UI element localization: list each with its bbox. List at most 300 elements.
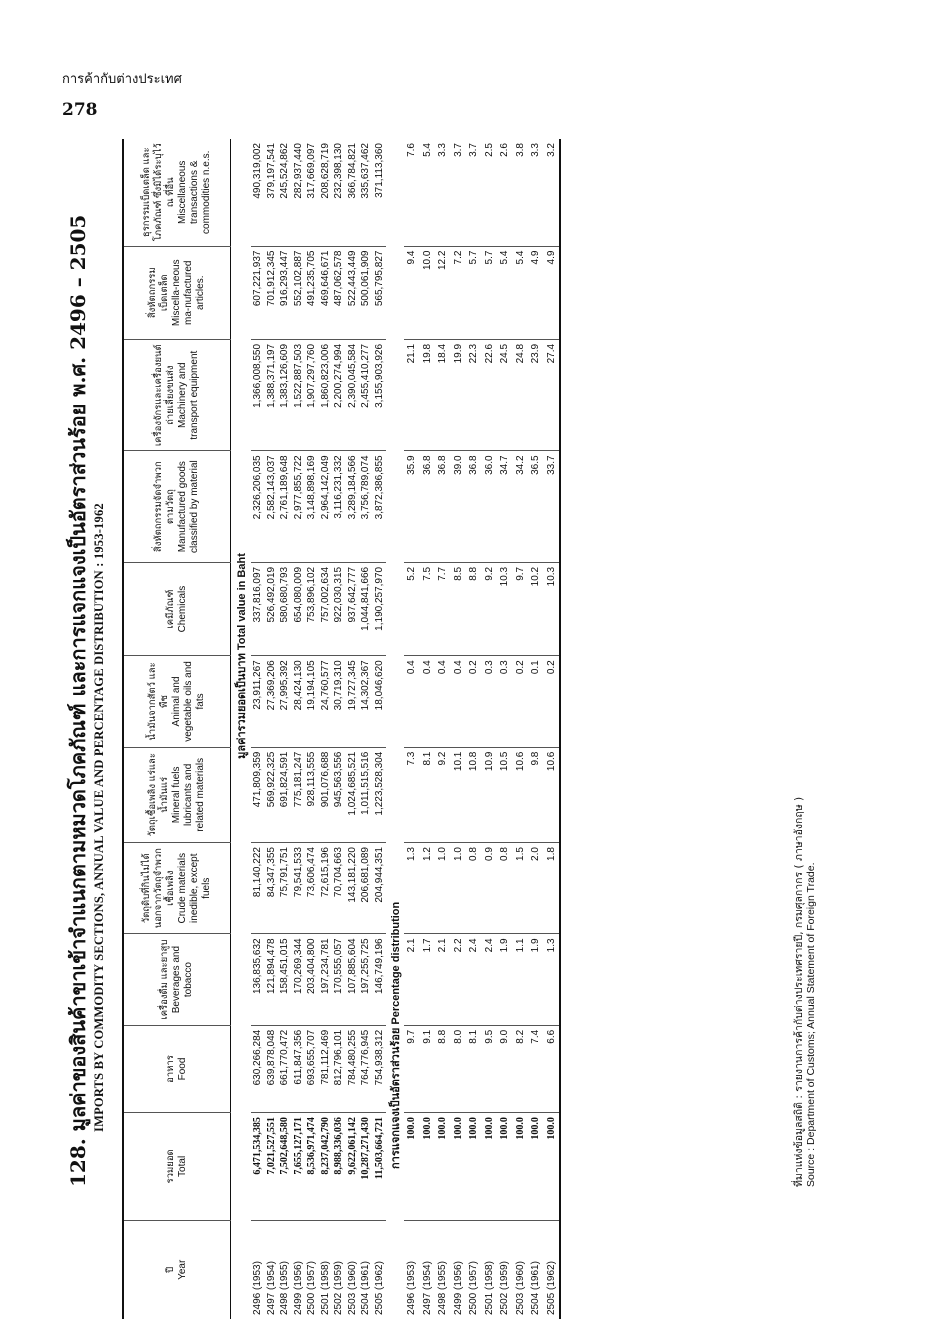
table-cell: 471,809,359 (251, 747, 265, 842)
table-cell: 39.0 (451, 451, 467, 562)
year-cell: 2505 (1962) (373, 1261, 385, 1315)
table-cell: 7.5 (420, 562, 436, 655)
table-cell: 781,112,469 (319, 1025, 333, 1112)
table-cell: 0.4 (451, 656, 467, 747)
table-cell: 630,266,284 (251, 1025, 265, 1112)
table-cell: 937,642,777 (346, 562, 360, 655)
column-header-thai: อาหาร (165, 1055, 176, 1083)
year-cell: 2499 (1956) (292, 1261, 304, 1315)
table-cell: 36.8 (435, 451, 451, 562)
table-cell: 552,102,887 (292, 246, 306, 339)
table-cell: 100.0 (528, 1113, 544, 1220)
table-cell: 23,911,267 (251, 656, 265, 747)
table-cell: 7,655,127,171 (292, 1113, 306, 1220)
imports-table (122, 139, 561, 1319)
table-cell: 100.0 (404, 1113, 420, 1220)
table-cell: 143,181,220 (346, 843, 360, 934)
column-header-thai: สิ่งหัตถกรรมเบ็ดเตล็ด (147, 267, 170, 319)
year-cell: 2496 (1953) (252, 1261, 264, 1315)
year-cell: 2505 (1962) (544, 1220, 561, 1319)
table-cell: 1,522,887,503 (292, 339, 306, 450)
table-cell: 2.6 (497, 139, 513, 246)
table-cell: 3.8 (513, 139, 529, 246)
table-cell: 8.8 (466, 562, 482, 655)
table-cell: 922,030,315 (332, 562, 346, 655)
table-row (482, 139, 498, 1319)
table-cell: 1,011,515,516 (359, 747, 373, 842)
table-cell: 19.8 (420, 339, 436, 450)
year-cell: 2497 (1954) (265, 1261, 277, 1315)
column-header-thai: วัตถุดิบที่กินไม่ได้ นอกจากวัตถุจำพวกเชื้อเพลิง (141, 848, 176, 929)
table-cell: 0.4 (404, 656, 420, 747)
column-header-thai: สิ่งหัตถกรรมจัดจำพวกตามวัตถุ (153, 461, 176, 553)
table-cell: 282,937,440 (292, 139, 306, 246)
table-cell: 35.9 (404, 451, 420, 562)
table-cell: 0.2 (466, 656, 482, 747)
table-cell: 36.5 (528, 451, 544, 562)
column-header (123, 562, 231, 655)
column-header (123, 246, 231, 339)
table-cell: 753,896,102 (305, 562, 319, 655)
table-cell: 2,455,410,277 (359, 339, 373, 450)
table-cell: 9.2 (482, 562, 498, 655)
table-cell: 2.1 (435, 934, 451, 1025)
table-cell: 2,390,045,584 (346, 339, 360, 450)
table-cell: 2,964,142,049 (319, 451, 333, 562)
table-cell: 10.0 (420, 246, 436, 339)
table-cell: 34.2 (513, 451, 529, 562)
table-cell: 7.2 (451, 246, 467, 339)
table-cell: 27,369,206 (265, 656, 279, 747)
table-cell: 8,536,971,474 (305, 1113, 319, 1220)
table-title-thai: 128. มูลค่าของสินค้าขาเข้าจำแนกตามหมวดโภคภัณฑ์ และการแจกแจงเป็นอัตราส่วนร้อย พ.ศ. 2496 – 2505 (66, 214, 90, 1187)
table-row (466, 139, 482, 1319)
column-header-thai: วัตถุเชื้อเพลิง แร่และน้ำมันแร่ (147, 753, 170, 837)
table-cell: 146,749,196 (373, 934, 387, 1025)
value-section (231, 139, 387, 1319)
year-cell: 2503 (1960) (346, 1261, 358, 1315)
table-cell: 0.4 (420, 656, 436, 747)
table-cell: 0.8 (497, 843, 513, 934)
table-cell: 335,637,462 (359, 139, 373, 246)
table-cell: 18.4 (435, 339, 451, 450)
table-cell: 100.0 (513, 1113, 529, 1220)
table-cell: 5.7 (466, 246, 482, 339)
table-title-english: IMPORTS BY COMMODITY SECTIONS, ANNUAL VALUE AND PERCENTAGE DISTRIBUTION : 1953-1962 (92, 503, 106, 1132)
table-cell: 2,326,206,035 (251, 451, 265, 562)
table-cell: 36.0 (482, 451, 498, 562)
column-header (123, 747, 231, 842)
table-cell: 3,155,903,926 (373, 339, 387, 450)
table-cell: 100.0 (435, 1113, 451, 1220)
table-cell: 0.2 (544, 656, 561, 747)
table-cell: 4.9 (544, 246, 561, 339)
table-cell: 136,835,632 (251, 934, 265, 1025)
column-header-english: Total (177, 1155, 188, 1177)
column-header-english: Beverages and tobacco (171, 945, 194, 1014)
column-header-thai: เครื่องดื่ม และยาสูบ (159, 939, 170, 1020)
table-row (373, 139, 387, 1319)
table-cell: 1.0 (451, 843, 467, 934)
table-cell: 9.8 (528, 747, 544, 842)
table-cell: 757,002,634 (319, 562, 333, 655)
table-cell: 2,582,143,037 (265, 451, 279, 562)
table-cell: 1,383,126,609 (278, 339, 292, 450)
table-cell: 2.2 (451, 934, 467, 1025)
table-cell: 5.4 (513, 246, 529, 339)
table-cell: 72,615,196 (319, 843, 333, 934)
table-cell: 1,223,528,304 (373, 747, 387, 842)
table-cell: 764,776,945 (359, 1025, 373, 1112)
year-cell: 2498 (1955) (279, 1261, 291, 1315)
table-row (319, 139, 333, 1319)
table-cell: 9.7 (513, 562, 529, 655)
table-row (251, 139, 265, 1319)
column-header-thai: น้ำมันจากสัตว์ และพืช (147, 662, 170, 741)
table-cell: 3.2 (544, 139, 561, 246)
table-cell: 1.7 (420, 934, 436, 1025)
column-header (123, 934, 231, 1025)
column-header (123, 1025, 231, 1112)
column-header-english: Food (177, 1057, 188, 1081)
table-cell: 7.3 (404, 747, 420, 842)
table-cell: 2,761,189,648 (278, 451, 292, 562)
column-header (123, 451, 231, 562)
table-cell: 526,492,019 (265, 562, 279, 655)
table-cell: 8.0 (451, 1025, 467, 1112)
table-cell: 22.6 (482, 339, 498, 450)
table-cell: 812,796,101 (332, 1025, 346, 1112)
table-cell: 1,044,841,666 (359, 562, 373, 655)
table-cell: 7,502,648,580 (278, 1113, 292, 1220)
table-row (528, 139, 544, 1319)
table-cell: 11,503,664,721 (373, 1113, 387, 1220)
table-cell: 1.0 (435, 843, 451, 934)
table-cell: 2,977,855,722 (292, 451, 306, 562)
table-cell: 784,480,255 (346, 1025, 360, 1112)
table-cell: 691,824,591 (278, 747, 292, 842)
table-cell: 100.0 (497, 1113, 513, 1220)
table-cell: 1.2 (420, 843, 436, 934)
table-row (404, 139, 420, 1319)
table-cell: 84,347,355 (265, 843, 279, 934)
table-row (292, 139, 306, 1319)
year-cell: 2504 (1961) (530, 1261, 542, 1315)
table-cell: 10.6 (544, 747, 561, 842)
table-cell: 661,770,472 (278, 1025, 292, 1112)
column-header (123, 843, 231, 934)
table-cell: 3,872,386,855 (373, 451, 387, 562)
table-cell: 208,628,719 (319, 139, 333, 246)
table-cell: 10.1 (451, 747, 467, 842)
table-cell: 22.3 (466, 339, 482, 450)
table-cell: 580,680,793 (278, 562, 292, 655)
table-cell: 10.8 (466, 747, 482, 842)
table-cell: 3,289,184,566 (346, 451, 360, 562)
table-cell: 100.0 (482, 1113, 498, 1220)
running-header: การค้ากับต่างประเทศ (62, 72, 182, 87)
table-cell: 158,451,015 (278, 934, 292, 1025)
table-row (513, 139, 529, 1319)
year-cell: 2502 (1959) (499, 1261, 511, 1315)
table-cell: 9.5 (482, 1025, 498, 1112)
table-cell: 30,719,310 (332, 656, 346, 747)
table-cell: 81,140,222 (251, 843, 265, 934)
table-cell: 19.9 (451, 339, 467, 450)
table-cell: 2.4 (482, 934, 498, 1025)
table-cell: 70,704,663 (332, 843, 346, 934)
table-cell: 569,922,325 (265, 747, 279, 842)
table-cell: 75,791,751 (278, 843, 292, 934)
table-cell: 9,622,061,142 (346, 1113, 360, 1220)
table-row (420, 139, 436, 1319)
table-cell: 27,995,392 (278, 656, 292, 747)
table-cell: 79,541,533 (292, 843, 306, 934)
table-cell: 1,907,297,760 (305, 339, 319, 450)
table-cell: 607,221,937 (251, 246, 265, 339)
table-cell: 1,024,685,521 (346, 747, 360, 842)
table-cell: 203,404,800 (305, 934, 319, 1025)
year-cell: 2500 (1957) (468, 1261, 480, 1315)
column-header-english: Miscella-neous ma-nufactured articles. (171, 259, 206, 327)
table-cell: 10.9 (482, 747, 498, 842)
table-cell: 2.0 (528, 843, 544, 934)
table-cell: 19,727,345 (346, 656, 360, 747)
section-label-row (231, 139, 252, 1319)
column-header-thai: เครื่องจักรและเครื่องยนต์ ถ่ายเลี่ยงขนส่ง (153, 344, 176, 447)
table-cell: 232,398,130 (332, 139, 346, 246)
table-row (265, 139, 279, 1319)
table-cell: 928,113,555 (305, 747, 319, 842)
table-cell: 1.9 (497, 934, 513, 1025)
table-cell: 36.8 (420, 451, 436, 562)
column-header-thai: ปี (165, 1266, 176, 1273)
table-cell: 8,988,336,036 (332, 1113, 346, 1220)
table-cell: 2.1 (404, 934, 420, 1025)
source-english: Source : Department of Customs; Annual Statement of Foreign Trade. (805, 862, 817, 1187)
table-cell: 27.4 (544, 339, 561, 450)
table-cell: 2,200,274,994 (332, 339, 346, 450)
table-cell: 522,443,449 (346, 246, 360, 339)
table-cell: 9.7 (404, 1025, 420, 1112)
table-cell: 0.9 (482, 843, 498, 934)
table-row (435, 139, 451, 1319)
table-cell: 901,076,688 (319, 747, 333, 842)
table-cell: 0.3 (482, 656, 498, 747)
table-cell: 654,080,009 (292, 562, 306, 655)
table-cell: 701,912,345 (265, 246, 279, 339)
table-cell: 8.8 (435, 1025, 451, 1112)
table-cell: 204,944,351 (373, 843, 387, 934)
table-cell: 10.3 (544, 562, 561, 655)
column-header-thai: รวมยอด (165, 1149, 176, 1184)
table-cell: 317,669,097 (305, 139, 319, 246)
column-header-english: Chemicals (177, 585, 188, 633)
table-cell: 9.0 (497, 1025, 513, 1112)
table-cell: 693,655,707 (305, 1025, 319, 1112)
table-cell: 611,847,356 (292, 1025, 306, 1112)
table-cell: 18,046,620 (373, 656, 387, 747)
table-cell: 34.7 (497, 451, 513, 562)
table-cell: 0.1 (528, 656, 544, 747)
table-cell: 1.3 (404, 843, 420, 934)
table-cell: 28,424,130 (292, 656, 306, 747)
table-cell: 14,302,367 (359, 656, 373, 747)
table-cell: 23.9 (528, 339, 544, 450)
column-header-thai: เคมีภัณฑ์ (165, 589, 176, 629)
table-cell: 0.2 (513, 656, 529, 747)
table-cell: 8.2 (513, 1025, 529, 1112)
table-cell: 9.4 (404, 246, 420, 339)
table-cell: 206,681,089 (359, 843, 373, 934)
header-row (123, 139, 231, 1319)
table-row (451, 139, 467, 1319)
table-cell: 3.7 (451, 139, 467, 246)
table-cell: 379,197,541 (265, 139, 279, 246)
table-cell: 639,878,048 (265, 1025, 279, 1112)
table-cell: 3.3 (435, 139, 451, 246)
table-cell: 0.3 (497, 656, 513, 747)
table-cell: 36.8 (466, 451, 482, 562)
year-cell: 2503 (1960) (514, 1261, 526, 1315)
table-cell: 6.6 (544, 1025, 561, 1112)
column-header (123, 1113, 231, 1220)
table-cell: 366,784,821 (346, 139, 360, 246)
table-cell: 24.5 (497, 339, 513, 450)
year-cell: 2499 (1956) (452, 1261, 464, 1315)
column-header (123, 656, 231, 747)
table-cell: 1,388,371,197 (265, 339, 279, 450)
table-cell: 100.0 (451, 1113, 467, 1220)
table-cell: 3,116,231,332 (332, 451, 346, 562)
table-cell: 10.6 (513, 747, 529, 842)
table-cell: 3.7 (466, 139, 482, 246)
table-cell: 8.1 (420, 747, 436, 842)
table-cell: 170,555,057 (332, 934, 346, 1025)
table-cell: 775,181,247 (292, 747, 306, 842)
year-cell: 2498 (1955) (437, 1261, 449, 1315)
table-cell: 1.9 (528, 934, 544, 1025)
table-cell: 7,021,527,551 (265, 1113, 279, 1220)
table-cell: 5.2 (404, 562, 420, 655)
table-cell: 100.0 (420, 1113, 436, 1220)
table-cell: 1,366,008,550 (251, 339, 265, 450)
table-cell: 491,235,705 (305, 246, 319, 339)
table-cell: 1,190,257,970 (373, 562, 387, 655)
table-cell: 469,646,671 (319, 246, 333, 339)
section-label-value: มูลค่ารวมยอดเป็นบาท Total value in Baht (236, 553, 248, 759)
section-label-row (386, 139, 404, 1319)
table-cell: 945,563,556 (332, 747, 346, 842)
table-cell: 10.2 (528, 562, 544, 655)
table-cell: 100.0 (466, 1113, 482, 1220)
table-cell: 8,237,042,790 (319, 1113, 333, 1220)
table-cell: 24,760,577 (319, 656, 333, 747)
table-cell: 10.5 (497, 747, 513, 842)
table-cell: 5.7 (482, 246, 498, 339)
table-cell: 107,885,604 (346, 934, 360, 1025)
year-cell: 2502 (1959) (333, 1261, 345, 1315)
table-cell: 12.2 (435, 246, 451, 339)
table-cell: 7.4 (528, 1025, 544, 1112)
table-row (359, 139, 373, 1319)
table-row (332, 139, 346, 1319)
table-cell: 3.3 (528, 139, 544, 246)
table-cell: 1.3 (544, 934, 561, 1025)
table-cell: 197,255,725 (359, 934, 373, 1025)
year-cell: 2501 (1958) (319, 1261, 331, 1315)
table-cell: 170,269,344 (292, 934, 306, 1025)
column-header (123, 139, 231, 246)
table-cell: 5.4 (497, 246, 513, 339)
table-cell: 9.1 (420, 1025, 436, 1112)
table-cell: 73,606,474 (305, 843, 319, 934)
table-cell: 7.6 (404, 139, 420, 246)
table-row (544, 139, 561, 1319)
table-cell: 24.8 (513, 339, 529, 450)
table-cell: 2.4 (466, 934, 482, 1025)
column-header-english: Manufactured goods classified by material (177, 460, 200, 554)
table-cell: 7.7 (435, 562, 451, 655)
year-cell: 2504 (1961) (360, 1261, 372, 1315)
table-cell: 500,061,909 (359, 246, 373, 339)
year-cell: 2496 (1953) (406, 1261, 418, 1315)
table-cell: 916,293,447 (278, 246, 292, 339)
table-cell: 4.9 (528, 246, 544, 339)
table-cell: 3,148,898,169 (305, 451, 319, 562)
table-cell: 8.5 (451, 562, 467, 655)
page-number: 278 (62, 100, 98, 120)
column-header (123, 1220, 231, 1319)
table-cell: 754,938,312 (373, 1025, 387, 1112)
table-cell: 337,816,097 (251, 562, 265, 655)
table-cell: 245,524,862 (278, 139, 292, 246)
table-cell: 2.5 (482, 139, 498, 246)
column-header-thai: ธุรกรรมเบ็ดเตล็ด และโภคภัณฑ์ ซึ่งมิได้ระบุไว้ ณ ที่อื่น (141, 143, 176, 242)
table-cell: 10.3 (497, 562, 513, 655)
table-cell: 9.2 (435, 747, 451, 842)
table-cell: 1.8 (544, 843, 561, 934)
table-cell: 565,795,827 (373, 246, 387, 339)
table-row (278, 139, 292, 1319)
table-cell: 0.8 (466, 843, 482, 934)
year-cell: 2501 (1958) (483, 1261, 495, 1315)
table-cell: 21.1 (404, 339, 420, 450)
table-cell: 1.1 (513, 934, 529, 1025)
table-cell: 3,756,789,074 (359, 451, 373, 562)
table-row (346, 139, 360, 1319)
column-header-english: Animal and vegetable oils and fats (171, 661, 206, 742)
table-cell: 121,894,478 (265, 934, 279, 1025)
table-row (305, 139, 319, 1319)
table-cell: 1,860,823,006 (319, 339, 333, 450)
section-label-percentage: การแจกแจงเป็นอัตราส่วนร้อย Percentage distribution (390, 901, 402, 1169)
table-cell: 10,287,271,430 (359, 1113, 373, 1220)
year-cell: 2497 (1954) (421, 1261, 433, 1315)
table-cell: 8.1 (466, 1025, 482, 1112)
table-cell: 490,319,002 (251, 139, 265, 246)
table-cell: 371,113,360 (373, 139, 387, 246)
column-header-english: Miscellaneous transactions & commodities n.e.s. (177, 150, 212, 234)
table-cell: 0.4 (435, 656, 451, 747)
table-cell: 100.0 (544, 1113, 561, 1220)
table-cell: 33.7 (544, 451, 561, 562)
year-cell: 2500 (1957) (306, 1261, 318, 1315)
table-row (497, 139, 513, 1319)
source-thai: ที่มาแห่งข้อมูลสถิติ : รายงานการค้ากับต่างประเทศรายปี, กรมศุลกากร ( ภาษาอังกฤษ ) (793, 796, 805, 1187)
table-cell: 6,471,534,385 (251, 1113, 265, 1220)
table-cell: 5.4 (420, 139, 436, 246)
